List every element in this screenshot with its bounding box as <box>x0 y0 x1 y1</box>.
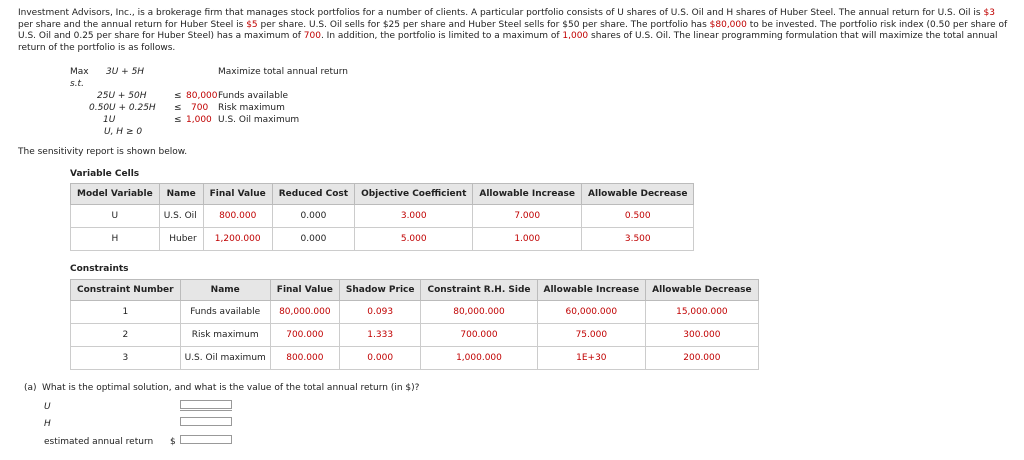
lp-objective: 3U + 5H <box>106 67 145 77</box>
col-header: Shadow Price <box>339 280 421 301</box>
col-header: Allowable Increase <box>473 184 582 205</box>
table-cell: 2 <box>71 324 181 347</box>
h-input[interactable] <box>180 417 232 426</box>
lp-c2-rhs: 700 <box>191 103 209 113</box>
lp-c3-desc: U.S. Oil maximum <box>218 115 300 125</box>
table-cell: 3 <box>71 347 181 370</box>
table-cell: U.S. Oil <box>159 205 203 228</box>
table-cell: 0.000 <box>272 205 354 228</box>
lp-c1-desc: Funds available <box>218 91 288 101</box>
constraints-title: Constraints <box>70 264 129 274</box>
return-us-oil: $3 <box>983 8 995 18</box>
table-cell: 1,000.000 <box>421 347 537 370</box>
table-row <box>71 205 694 228</box>
u-label: U <box>44 402 51 412</box>
invest-amount: $80,000 <box>709 19 747 30</box>
lp-nonneg: U, H ≥ 0 <box>104 127 143 137</box>
h-label: H <box>44 419 51 429</box>
table-cell: Huber <box>159 228 203 251</box>
table-cell: 7.000 <box>473 205 582 228</box>
col-header: Allowable Decrease <box>646 280 758 301</box>
question-label: (a) <box>24 383 37 393</box>
table-row <box>71 228 694 251</box>
col-header: Name <box>159 184 203 205</box>
table-cell: 800.000 <box>203 205 272 228</box>
constraints-table <box>70 279 759 370</box>
table-cell: Funds available <box>180 301 270 324</box>
col-header: Reduced Cost <box>272 184 354 205</box>
input-divider <box>180 410 232 411</box>
col-header: Final Value <box>203 184 272 205</box>
us-oil-max: 1,000 <box>562 31 589 41</box>
table-cell: 0.000 <box>272 228 354 251</box>
table-cell: U <box>71 205 160 228</box>
table-cell: 1E+30 <box>537 347 646 370</box>
lp-c3-rhs: 1,000 <box>186 115 212 125</box>
table-cell: 0.093 <box>339 301 421 324</box>
variable-cells-table <box>70 183 694 251</box>
risk-max: 700 <box>303 31 321 41</box>
table-cell: 60,000.000 <box>537 301 646 324</box>
table-cell: Risk maximum <box>180 324 270 347</box>
lp-objective-desc: Maximize total annual return <box>218 67 348 77</box>
table-cell: 700.000 <box>421 324 537 347</box>
return-input[interactable] <box>180 435 232 444</box>
lp-st: s.t. <box>70 79 84 89</box>
table-cell: 3.500 <box>582 228 694 251</box>
col-header: Constraint R.H. Side <box>421 280 537 301</box>
table-cell: 5.000 <box>355 228 473 251</box>
table-cell: 1 <box>71 301 181 324</box>
lp-c1-rhs: 80,000 <box>186 91 218 101</box>
variable-cells-title: Variable Cells <box>70 169 140 179</box>
lp-max: Max <box>70 67 89 77</box>
question-text: What is the optimal solution, and what is the value of the total annual return (in $)? <box>42 383 420 393</box>
table-cell: H <box>71 228 160 251</box>
table-cell: 15,000.000 <box>646 301 758 324</box>
table-cell: 80,000.000 <box>270 301 339 324</box>
dollar-sign: $ <box>170 437 176 447</box>
col-header: Constraint Number <box>71 280 181 301</box>
lp-c3-lhs: 1U <box>103 115 116 125</box>
return-label: estimated annual return <box>44 437 154 447</box>
u-input[interactable] <box>180 400 232 409</box>
col-header: Allowable Increase <box>537 280 646 301</box>
table-row <box>71 301 759 324</box>
col-header: Allowable Decrease <box>582 184 694 205</box>
sensitivity-intro: The sensitivity report is shown below. <box>18 147 188 157</box>
table-cell: 80,000.000 <box>421 301 537 324</box>
table-cell: 300.000 <box>646 324 758 347</box>
table-cell: 200.000 <box>646 347 758 370</box>
table-cell: 0.000 <box>339 347 421 370</box>
table-cell: 1,200.000 <box>203 228 272 251</box>
table-cell: 800.000 <box>270 347 339 370</box>
table-cell: 0.500 <box>582 205 694 228</box>
lp-c2-lhs: 0.50U + 0.25H <box>89 103 156 113</box>
table-row <box>71 347 759 370</box>
table-cell: 1.000 <box>473 228 582 251</box>
table-cell: 75.000 <box>537 324 646 347</box>
table-row <box>71 324 759 347</box>
lp-c2-desc: Risk maximum <box>218 103 285 113</box>
table-cell: U.S. Oil maximum <box>180 347 270 370</box>
col-header: Name <box>180 280 270 301</box>
table-cell: 3.000 <box>355 205 473 228</box>
col-header: Final Value <box>270 280 339 301</box>
table-cell: 1.333 <box>339 324 421 347</box>
table-cell: 700.000 <box>270 324 339 347</box>
col-header: Model Variable <box>71 184 160 205</box>
return-huber: $5 <box>246 19 258 30</box>
problem-statement: Investment Advisors, Inc., is a brokerage firm that manages stock portfolios for a number of clients. A particular portfolio consists of U shares of U.S. Oil and H shares of Huber Steel. The annual return for U.S. Oil is $3 per share and the annual return for Huber Steel is $5 per share. U.S. Oil sells for $25 per share and Huber Steel sells for $50 per share. The portfolio has $80,000 to be invested. The portfolio risk index (0.50 per share of U.S. Oil and 0.25 per share for Huber Steel) has a maximum of 700. In addition, the portfolio is limited to a maximum of 1,000 shares of U.S. Oil. The linear programming formulation that will maximize the total annual return of the portfolio is as follows. <box>18 8 1008 53</box>
col-header: Objective Coefficient <box>355 184 473 205</box>
lp-c1-lhs: 25U + 50H <box>97 91 147 101</box>
